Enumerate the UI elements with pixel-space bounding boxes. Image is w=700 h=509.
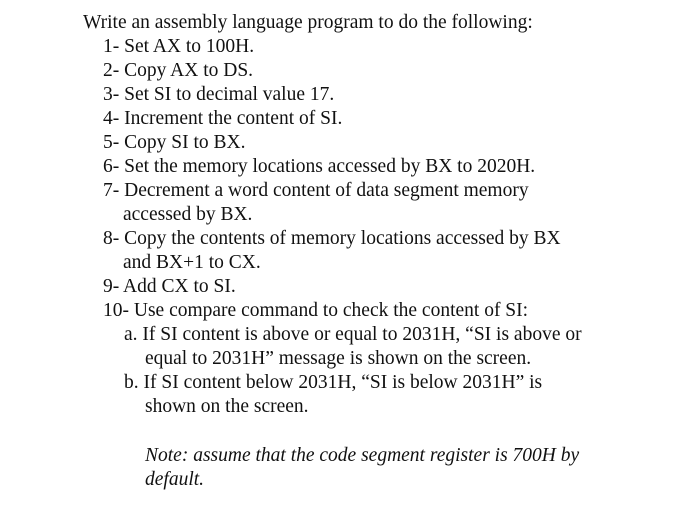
step-10: 10- Use compare command to check the content of SI: (103, 300, 529, 321)
step-4: 4- Increment the content of SI. (103, 108, 343, 129)
step-2: 2- Copy AX to DS. (103, 60, 254, 81)
step-7: 7- Decrement a word content of data segment memory (103, 180, 529, 201)
step-5: 5- Copy SI to BX. (103, 132, 246, 153)
sub-step-a: a. If SI content is above or equal to 2031H, “SI is above or (124, 324, 582, 345)
step-8: 8- Copy the contents of memory locations accessed by BX (103, 228, 561, 249)
note-text-continued: default. (145, 469, 205, 490)
sub-step-b: b. If SI content below 2031H, “SI is below 2031H” is (124, 372, 543, 393)
sub-step-b-continued: shown on the screen. (145, 396, 309, 417)
note-text: Note: assume that the code segment register is 700H by (145, 445, 580, 466)
sub-step-a-continued: equal to 2031H” message is shown on the screen. (145, 348, 532, 369)
step-9: 9- Add CX to SI. (103, 276, 236, 297)
step-7-continued: accessed by BX. (123, 204, 253, 225)
step-6: 6- Set the memory locations accessed by BX to 2020H. (103, 156, 536, 177)
step-1: 1- Set AX to 100H. (103, 36, 255, 57)
step-3: 3- Set SI to decimal value 17. (103, 84, 335, 105)
step-8-continued: and BX+1 to CX. (123, 252, 261, 273)
intro-text: Write an assembly language program to do the following: (83, 12, 533, 33)
